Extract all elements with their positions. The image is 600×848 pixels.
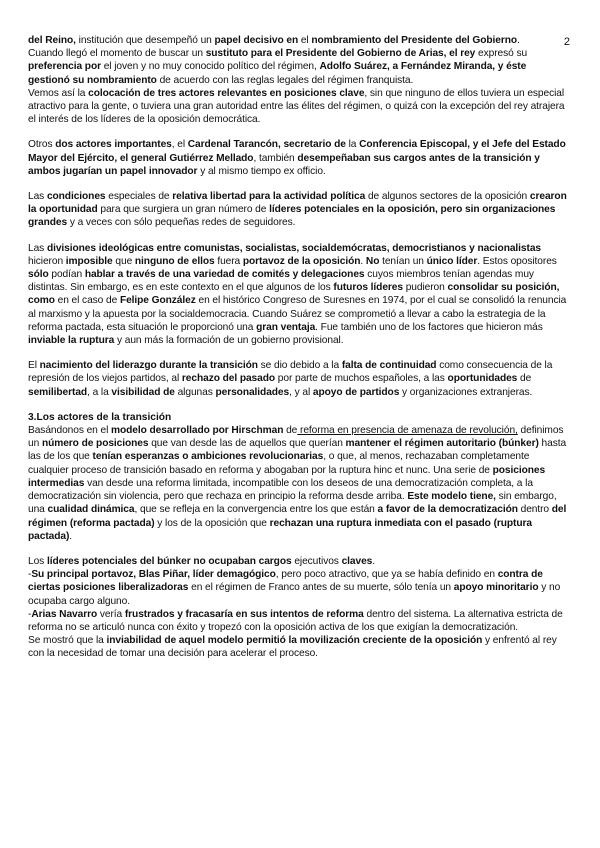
bold-text: gran ventaja [256,321,316,333]
text-run: - [28,608,32,620]
bold-text: portavoz de la oposición [242,255,361,267]
bold-text: consolidar su posición, como [28,282,560,307]
bold-text: rechazan una ruptura inmediata con el pasado (ruptura pactada) [28,517,532,542]
paragraph [28,424,570,543]
paragraph-gap [28,230,570,242]
text-run: especiales de [105,191,173,203]
bold-text: apoyo minoritario [453,582,539,594]
text-run: Otros [28,139,56,151]
text-run: , o que, al menos, rechazaban completamente cualquier proceso de transición basado en reforma y abogaban por la ruptura hinc et nunc. Una serie de [28,451,530,476]
bold-text: crearon la oportunidad [28,191,567,216]
text-run: en el histórico Congreso de Suresnes en 1974, por el cual se consolidó la renuncia al marxismo y la apuesta por la socialdemocracia. Cuando Suárez se comprometió a llevar a cabo la estrategia de la reforma pactada, esta situación le proporcionó una [28,295,567,333]
bold-text: Cardenal Tarancón, secretario de [187,139,346,151]
bold-text: sustituto para el Presidente del Gobierno de Arias, el rey [205,48,476,60]
text-run: definimos un [28,425,564,450]
section-heading [28,411,570,424]
bold-text: del Reino, [28,35,76,46]
bold-text: dos actores importantes [55,139,172,151]
bold-text: desempeñaban sus cargos antes de la transición y ambos jugarían un papel innovador [28,152,540,177]
bold-text: Este modelo tiene, [407,491,496,503]
bold-text: Conferencia Episcopal, y el Jefe del Estado Mayor del Ejército, el general Gutiérrez Mellado [28,139,566,164]
text-run: . [517,35,520,46]
text-run: institución que desempeñó un [75,35,215,46]
paragraph-gap [28,399,570,411]
bold-text: tenían esperanzas o ambiciones revolucionarias [92,451,324,463]
text-run: , y al [289,386,313,398]
bold-text: inviable la ruptura [28,335,115,347]
bold-text: modelo desarrollado por Hirschman [111,425,284,437]
bold-text: líderes potenciales en la oposición, pero sin organizaciones grandes [28,204,556,229]
paragraph-gap [28,126,570,138]
bold-text: del régimen (reforma pactada) [28,504,567,529]
text-run: - [28,569,32,581]
bold-text: falta de continuidad [341,360,437,372]
text-run: y no ocupaba cargo alguno. [28,582,561,607]
bold-text: divisiones ideológicas entre comunistas, socialistas, socialdemócratas, democristianos y nacionalistas [46,242,541,254]
text-run: vería [97,608,125,620]
text-run: de [517,373,532,385]
paragraph-gap [28,347,570,359]
bold-text: hablar a través de una variedad de comités y delegaciones [84,269,365,281]
bold-text: apoyo de partidos [312,386,400,398]
text-run: y a veces con sólo pequeñas redes de seguidores. [67,217,296,229]
text-run: dentro del sistema. La alternativa estricta de reforma no se articuló nunca con éxito y tropezó con la oposición activa de los que exigían la democratización. [28,608,563,633]
text-run: de [283,425,298,437]
text-run: Se mostró que la [28,635,107,647]
bold-text: preferencia por [28,61,101,73]
bold-text: Felipe González [119,295,196,307]
text-run: dentro [517,504,552,516]
text-run: para que surgiera un gran número de [97,204,270,216]
paragraph [28,87,570,127]
paragraph-gap [28,543,570,555]
bold-text: nacimiento del liderazgo durante la transición [39,360,258,372]
paragraph [28,634,570,660]
text-run: , que se refleja en la convergencia entre los que están [134,504,378,516]
text-run: Vemos así la [28,87,89,99]
text-run: hasta las de los que [28,438,567,463]
text-run: hicieron [28,255,66,267]
text-run: , el [171,139,188,151]
paragraph [28,34,570,47]
bold-text: condiciones [46,191,106,203]
text-run: de acuerdo con las reglas legales del régimen franquista. [156,74,414,86]
text-run: . Fue también uno de los factores que hicieron más [315,321,543,333]
text-run: como consecuencia de la represión de los viejos partidos, al [28,360,553,385]
bold-text: sólo [28,269,49,281]
bold-text: futuros líderes [333,282,403,294]
text-run: algunas [174,386,216,398]
text-run: y organizaciones extranjeras. [399,386,533,398]
bold-text: cualidad dinámica [47,504,135,516]
bold-text: contra de ciertas posiciones liberalizadoras [28,569,543,594]
bold-text: semilibertad [28,386,88,398]
bold-text: inviabilidad de aquel modelo permitió la movilización creciente de la oposición [106,635,483,647]
text-run: . [360,255,366,267]
text-run: el [298,35,312,46]
text-run: van desde una reforma limitada, incompatible con los deseos de una democratización completa, a la democratización sin violencia, pero que rechaza en principio la reforma desde arriba. [28,477,533,503]
underlined-text: reforma en presencia de amenaza de revolución, [297,425,518,437]
text-run: el joven y no muy conocido político del régimen, [100,61,320,73]
text-run: sin embargo, una [28,491,557,516]
page-number: 2 [563,36,570,48]
text-run: y los de la oposición que [154,517,270,529]
bold-text: número de posiciones [41,438,149,450]
text-run: se dio debido a la [257,360,342,372]
bold-text: mantener el régimen autoritario (búnker) [345,438,539,450]
paragraph-gap [28,178,570,190]
text-run: Las [28,191,47,203]
text-run: en el régimen de Franco antes de su muerte, sólo tenía un [188,582,454,594]
text-run: , también [253,152,298,164]
bold-text: posiciones intermedias [28,464,546,489]
text-run: en el caso de [54,295,120,307]
paragraph [28,608,570,634]
text-run: cuyos miembros tenían agendas muy distintas. Sin embargo, es en este contexto en el que algunos de los [28,269,534,294]
text-run: El [28,360,40,372]
bold-text: a favor de la democratización [377,504,518,516]
text-run: pudieron [402,282,448,294]
text-run: que [112,255,135,267]
bold-text: único líder [426,255,478,267]
bold-text: colocación de tres actores relevantes en posiciones clave [88,87,365,99]
bold-text: 3.Los actores de la transición [28,411,172,423]
text-run: Basándonos en el [28,425,112,437]
text-run: . Estos opositores [477,255,557,267]
text-run: la [345,139,360,151]
paragraph [28,568,570,608]
text-run: que van desde las de aquellos que querían [148,438,346,450]
bold-text: personalidades [215,386,290,398]
text-run: Los [28,555,47,567]
text-run: Las [28,242,47,254]
text-run: , sin que ninguno de ellos tuviera un especial atractivo para la gente, o tuviera una gran autoridad entre las élites del régimen, o quizá con la excepción del rey atrajera el interés de los líderes de la oposición democrática. [28,87,565,126]
bold-text: ninguno de ellos [134,255,215,267]
text-run: . [372,555,376,567]
text-run: y aun más la formación de un gobierno provisional. [114,335,344,347]
text-run: de algunos sectores de la oposición [365,191,530,203]
bold-text: Su principal portavoz, Blas Piñar, líder demagógico [31,569,276,581]
bold-text: rechazo del pasado [181,373,276,385]
paragraph [28,47,570,87]
bold-text: Adolfo Suárez, a Fernández Miranda, y éste gestionó su nombramiento [28,61,527,86]
document-body [28,34,570,661]
bold-text: papel decisivo en [214,35,299,46]
bold-text: imposible [65,255,113,267]
text-run: tenían un [379,255,427,267]
text-run: Cuando llegó el momento de buscar un [28,48,206,60]
text-run: , pero poco atractivo, que ya se había definido en [275,569,498,581]
bold-text: No [365,255,380,267]
bold-text: frustrados y fracasaría en sus intentos de reforma [124,608,364,620]
text-run: expresó su [475,48,528,60]
text-run: fuera [214,255,243,267]
text-run: podían [48,269,85,281]
bold-text: nombramiento del Presidente del Gobierno [311,35,518,46]
text-run: , a la [87,386,112,398]
bold-text: claves [341,555,373,567]
bold-text: Arias Navarro [31,608,98,620]
text-run: y enfrentó al rey con la necesidad de tomar una decisión para acelerar el proceso. [28,635,557,660]
paragraph [28,359,570,399]
paragraph [28,555,570,568]
text-run: . [69,530,73,542]
text-run: por parte de muchos españoles, a las [275,373,448,385]
bold-text: líderes potenciales del búnker no ocupaban cargos [46,555,292,567]
text-run: y al mismo tiempo ex officio. [197,165,326,177]
bold-text: oportunidades [447,373,518,385]
bold-text: visibilidad de [111,386,175,398]
bold-text: relativa libertad para la actividad política [172,191,366,203]
text-run: ejecutivos [291,555,342,567]
paragraph [28,138,570,178]
paragraph [28,242,570,348]
paragraph [28,190,570,230]
